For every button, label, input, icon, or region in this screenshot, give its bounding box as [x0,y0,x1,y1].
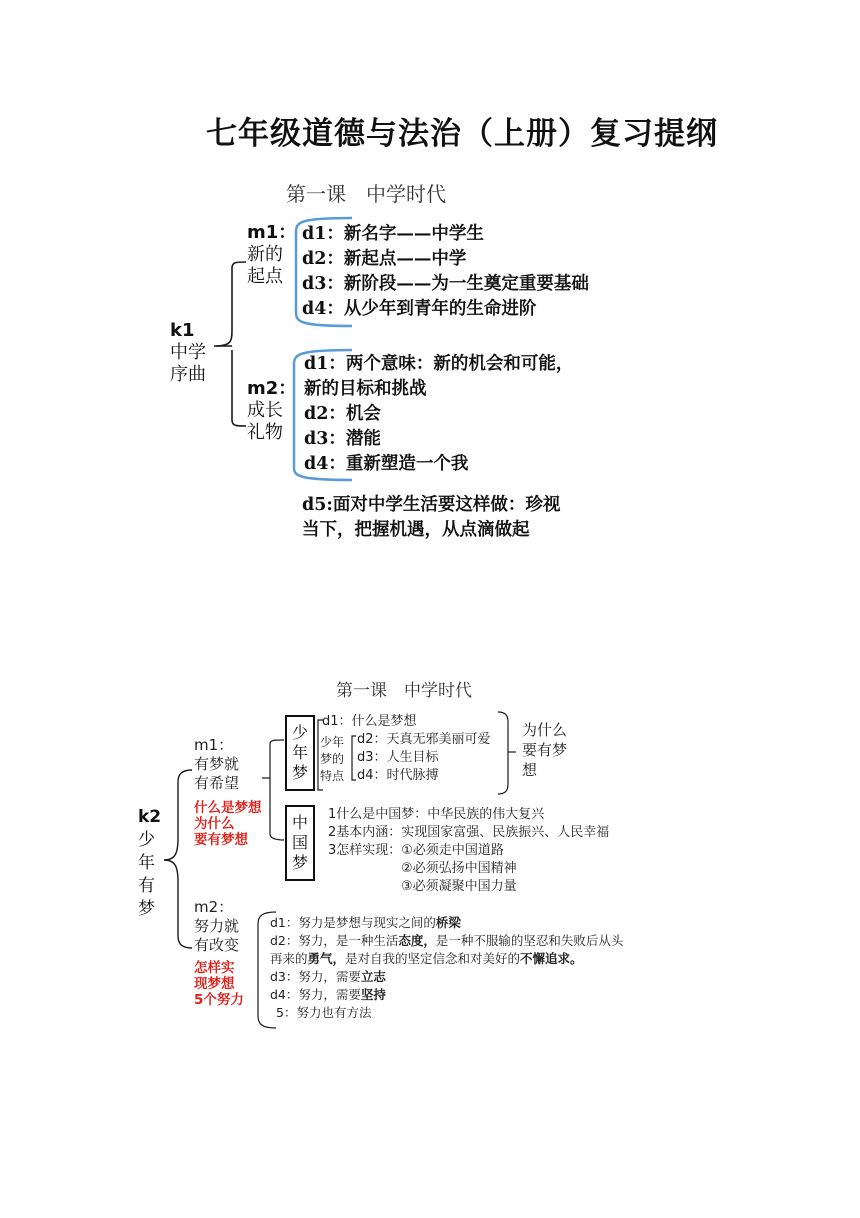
m1-red-note: 什么是梦想 为什么 要有梦想 [194,800,262,848]
m2-red-note: 怎样实 现梦想 5个努力 [194,960,244,1008]
list-item: d4：重新塑造一个我 [304,454,469,474]
k1-label: k1 中学 序曲 [170,320,206,385]
list-item: d2：天真无邪美丽可爱 [357,732,491,747]
m2-label: m2： 成长 礼物 [247,378,297,443]
list-item: 2基本内涵：实现国家富强、民族振兴、人民幸福 [328,825,610,840]
m1-label: m1： 新的 起点 [247,222,297,287]
effort-items [270,914,623,1022]
list-item: d3：人生目标 [357,750,439,765]
m2-items [304,352,573,477]
box1-side-label: 少年 梦的 特点 [320,735,345,783]
list-item: d2：努力，是一种生活态度，是一种不服输的坚忍和失败后从头 [270,933,624,948]
china-dream-box: 中 国 梦 [285,805,315,881]
m1-items [302,222,589,322]
list-item: d1：努力是梦想与现实之间的桥梁 [270,915,461,930]
china-dream-items [328,806,609,896]
document-title: 七年级道德与法治（上册）复习提纲 [206,116,718,152]
list-item: d2：机会 [304,404,381,424]
m2-label-2: m2： 努力就 有改变 [194,898,240,954]
why-note: 为什么 要有梦 想 [522,721,568,779]
box1-items [357,731,491,785]
list-item: 1什么是中国梦：中华民族的伟大复兴 [328,807,545,822]
list-item: d4：时代脉搏 [357,768,439,783]
list-item: d2：新起点——中学 [302,249,467,269]
youth-dream-box: 少 年 梦 [285,715,315,791]
d5-note: d5:面对中学生活要这样做：珍视 当下，把握机遇，从点滴做起 [302,495,561,540]
list-item: d4：从少年到青年的生命进阶 [302,299,537,319]
list-item: d1：新名字——中学生 [302,224,484,244]
lesson-heading-2: 第一课 中学时代 [336,681,472,701]
list-item: ③必须凝聚中国力量 [401,879,517,894]
list-item: d4：努力，需要坚持 [270,987,386,1002]
list-item: 再来的勇气，是对自我的坚定信念和对美好的不懈追求。 [270,951,583,966]
lesson-heading-1: 第一课 中学时代 [286,182,446,206]
list-item: d1：两个意味：新的机会和可能， [304,354,574,374]
list-item: 5：努力也有方法 [276,1005,372,1020]
list-item: d3：努力，需要立志 [270,969,386,984]
m1-label-2: m1： 有梦就 有希望 [194,736,240,792]
box1-d1: d1：什么是梦想 [322,714,417,729]
list-item: 新的目标和挑战 [304,379,427,399]
list-item: d3：新阶段——为一生奠定重要基础 [302,274,589,294]
list-item: 3怎样实现：①必须走中国道路 [328,843,504,858]
list-item: ②必须弘扬中国精神 [401,861,517,876]
list-item: d3：潜能 [304,429,381,449]
k2-label: k2 少 年 有 梦 [138,807,162,919]
